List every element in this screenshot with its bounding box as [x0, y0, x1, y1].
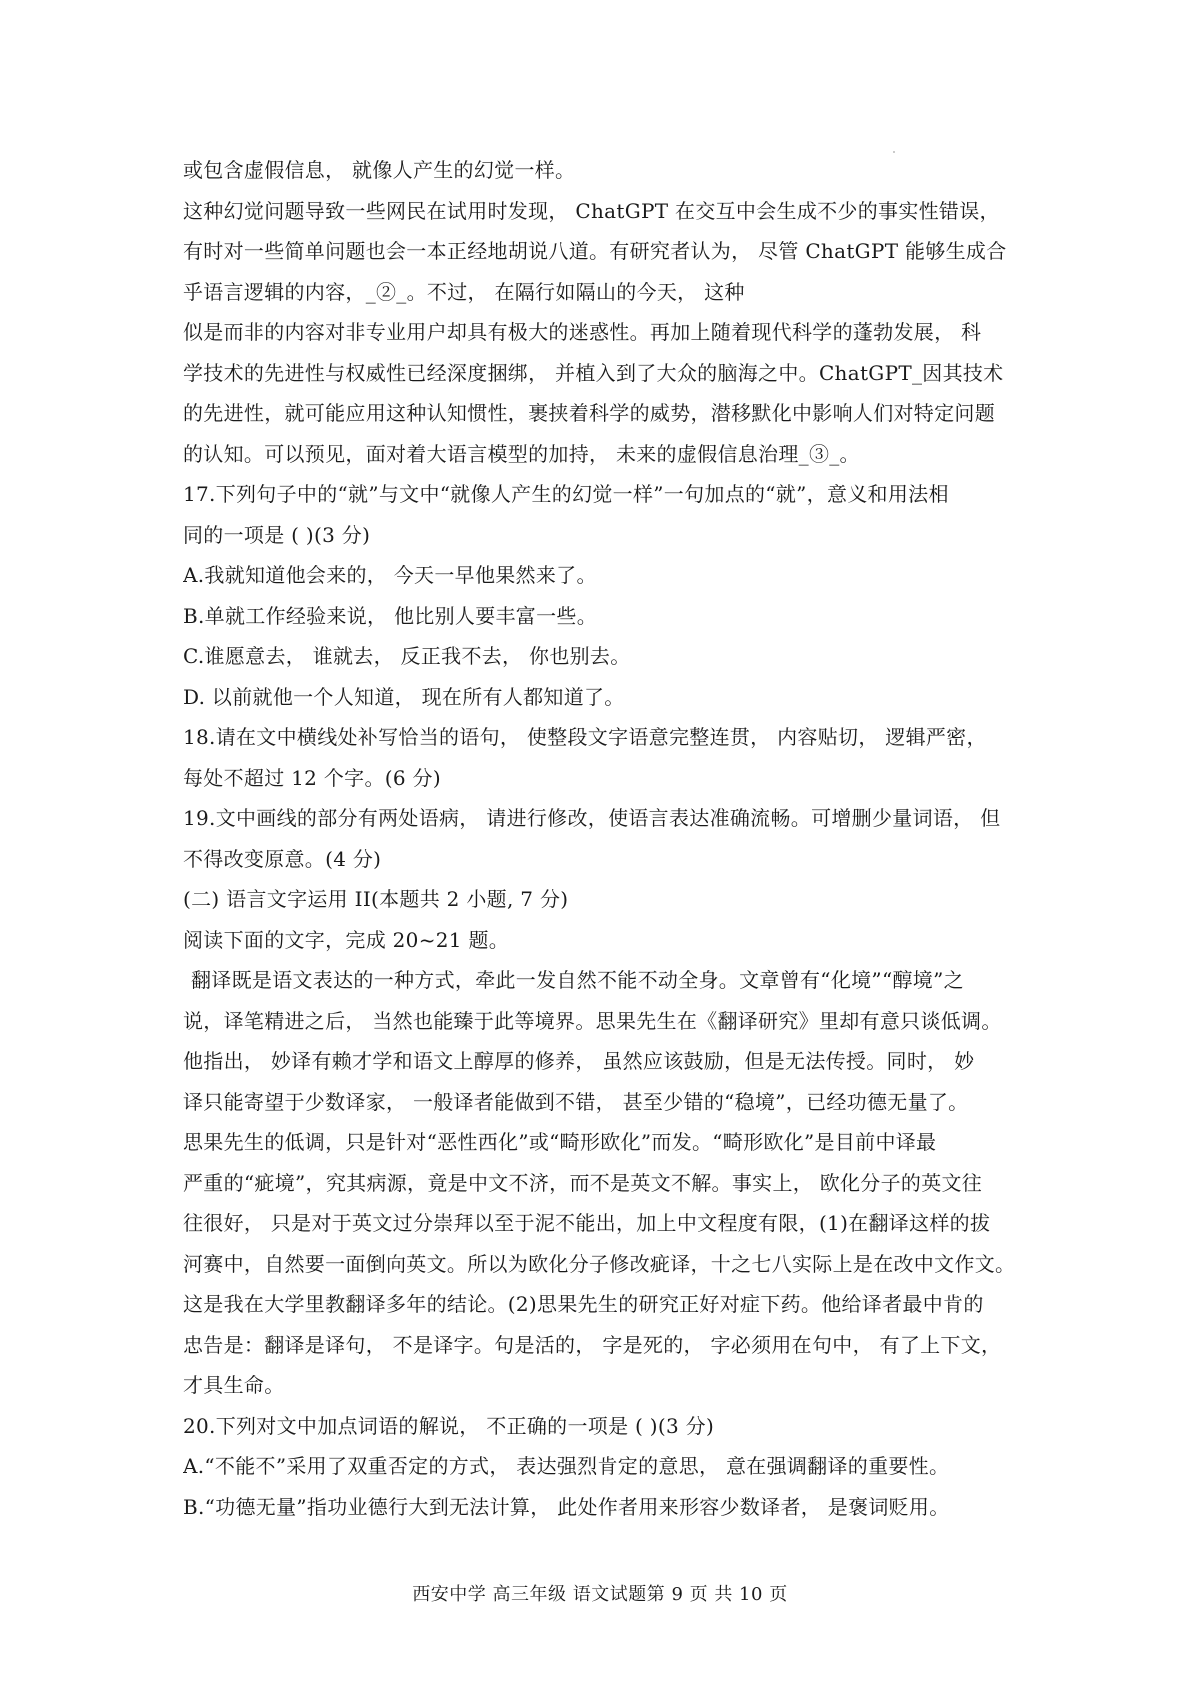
passage-line: 他指出， 妙译有赖才学和语文上醇厚的修养， 虽然应该鼓励，但是无法传授。同时， 妙 [183, 1049, 975, 1073]
passage-line: 严重的“疵境”，究其病源，竟是中文不济，而不是英文不解。事实上， 欧化分子的英文往 [183, 1170, 983, 1195]
option-a: A.我就知道他会来的， 今天一早他果然来了。 [183, 563, 597, 587]
question-19-line: 19.文中画线的部分有两处语病， 请进行修改，使语言表达准确流畅。可增删少量词语， 但 [183, 806, 1001, 830]
page-footer: 西安中学 高三年级 语文试题第 9 页 共 10 页 [412, 1584, 788, 1605]
passage-line: 河赛中，自然要一面倒向英文。所以为欧化分子修改疵译，十之七八实际上是在改中文作文。 [183, 1251, 1016, 1276]
option-b: B.单就工作经验来说， 他比别人要丰富一些。 [183, 603, 598, 628]
option-a: A.“不能不”采用了双重否定的方式， 表达强烈肯定的意思， 意在强调翻译的重要性。 [183, 1454, 950, 1478]
question-17-line: 同的一项是 ( )(3 分) [183, 522, 371, 547]
text-line: 的认知。可以预见，面对着大语言模型的加持， 未来的虚假信息治理_③_。 [183, 441, 860, 466]
text-line: 似是而非的内容对非专业用户却具有极大的迷惑性。再加上随着现代科学的蓬勃发展， 科 [183, 320, 982, 344]
passage-line: 思果先生的低调，只是针对“恶性西化”或“畸形欧化”而发。“畸形欧化”是目前中译最 [183, 1130, 937, 1154]
section-heading: (二) 语言文字运用 II(本题共 2 小题, 7 分) [183, 887, 569, 911]
text-line: 的先进性，就可能应用这种认知惯性，裹挟着科学的威势，潜移默化中影响人们对特定问题 [183, 401, 995, 425]
question-18-line: 18.请在文中横线处补写恰当的语句， 使整段文字语意完整连贯， 内容贴切， 逻辑严密， [183, 725, 987, 749]
question-18-line: 每处不超过 12 个字。(6 分) [183, 765, 441, 790]
text-line: 或包含虚假信息， 就像人产生的幻觉一样。 [183, 158, 576, 182]
question-19-line: 不得改变原意。(4 分) [183, 846, 382, 871]
text-line: 乎语言逻辑的内容，_②_。不过， 在隔行如隔山的今天， 这种 [183, 279, 745, 304]
passage-line: 忠告是：翻译是译句， 不是译字。句是活的， 字是死的， 字必须用在句中， 有了上下文， [183, 1332, 1002, 1357]
option-c: C.谁愿意去， 谁就去， 反正我不去， 你也别去。 [183, 644, 631, 668]
option-b: B.“功德无量”指功业德行大到无法计算， 此处作者用来形容少数译者， 是褒词贬用。 [183, 1494, 950, 1519]
passage-line: 译只能寄望于少数译家， 一般译者能做到不错， 甚至少错的“稳境”，已经功德无量了。 [183, 1089, 969, 1114]
passage-line: 才具生命。 [183, 1373, 285, 1397]
page-body [183, 150, 1033, 1527]
reading-instruction: 阅读下面的文字，完成 20~21 题。 [183, 927, 510, 952]
question-20-line: 20.下列对文中加点词语的解说， 不正确的一项是 ( )(3 分) [183, 1413, 715, 1438]
passage-line: 说，译笔精进之后， 当然也能臻于此等境界。思果先生在《翻译研究》里却有意只谈低调。 [183, 1008, 1002, 1033]
passage-line: 翻译既是语文表达的一种方式，牵此一发自然不能不动全身。文章曾有“化境”“醇境”之 [191, 968, 964, 992]
question-17-line: 17.下列句子中的“就”与文中“就像人产生的幻觉一样”一句加点的“就”，意义和用法相 [183, 482, 949, 506]
option-d: D. 以前就他一个人知道， 现在所有人都知道了。 [183, 684, 625, 709]
passage-line: 往很好， 只是对于英文过分崇拜以至于泥不能出，加上中文程度有限，(1)在翻译这样的拔 [183, 1211, 991, 1235]
text-line: 这种幻觉问题导致一些网民在试用时发现， ChatGPT 在交互中会生成不少的事实性错误， [183, 198, 1000, 223]
text-line: 学技术的先进性与权威性已经深度捆绑， 并植入到了大众的脑海之中。ChatGPT_因其技术 [183, 360, 1004, 385]
passage-line: 这是我在大学里教翻译多年的结论。(2)思果先生的研究正好对症下药。他给译者最中肯的 [183, 1292, 984, 1316]
text-line: 有时对一些简单问题也会一本正经地胡说八道。有研究者认为， 尽管 ChatGPT 能够生成合 [183, 239, 1007, 263]
